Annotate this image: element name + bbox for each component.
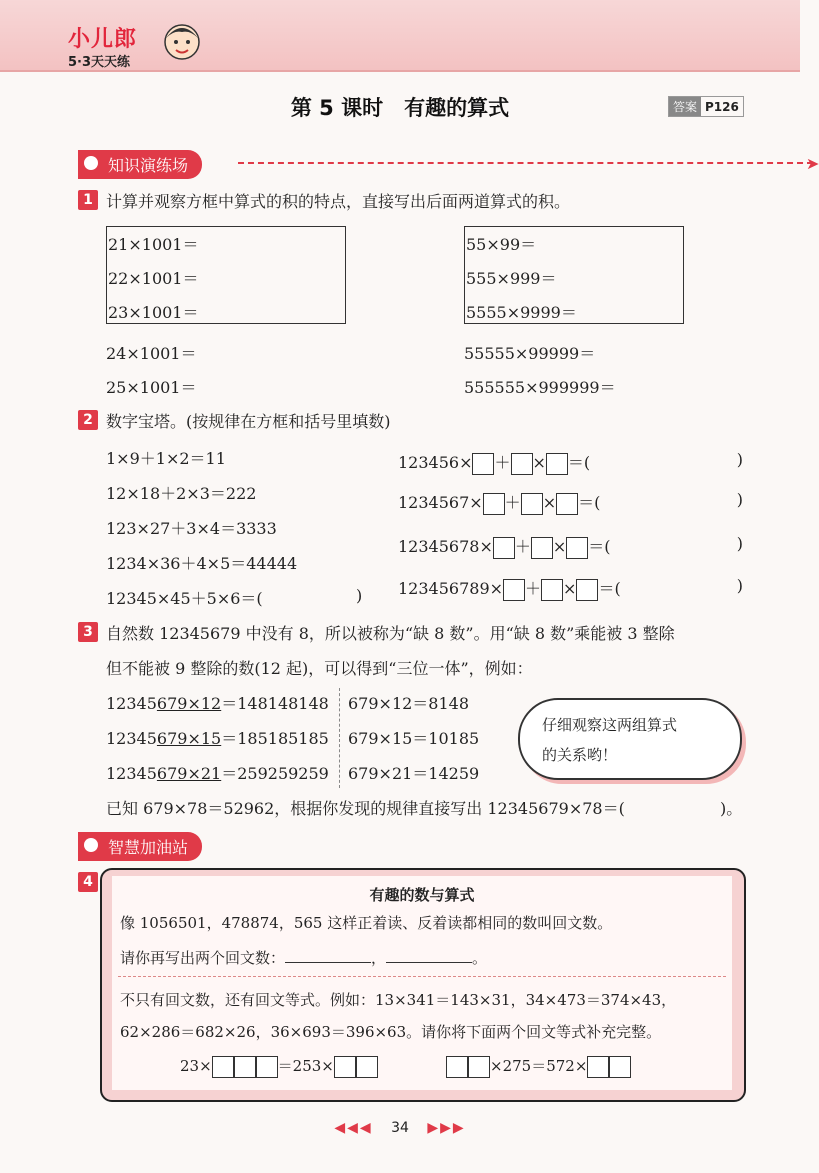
underlined-part: 679×15 xyxy=(156,729,222,748)
answer-box[interactable] xyxy=(334,1056,356,1078)
times: × xyxy=(532,453,546,472)
question-text: 计算并观察方框中算式的积的特点，直接写出后面两道算式的积。 xyxy=(106,192,571,211)
answer-box[interactable] xyxy=(468,1056,490,1078)
example-line xyxy=(106,726,329,749)
answer-box[interactable] xyxy=(472,453,494,475)
pyramid-row xyxy=(398,450,743,475)
divider xyxy=(339,688,340,788)
pyramid-row xyxy=(398,534,743,559)
section-title: 智慧加油站 xyxy=(78,832,202,861)
equation: 55×99＝ xyxy=(466,235,537,254)
bubble-line: 的关系哟！ xyxy=(542,746,618,764)
mascot-icon xyxy=(160,20,204,66)
answer-box[interactable] xyxy=(483,493,505,515)
prefix: 123456789× xyxy=(398,579,504,598)
equation: 21×1001＝ xyxy=(108,235,199,254)
pyramid-row xyxy=(398,576,743,601)
plus: ＋ xyxy=(504,493,521,512)
equals: ＝( xyxy=(578,493,601,512)
prefix: 123456× xyxy=(398,453,473,472)
result: ＝259259259 xyxy=(221,764,329,783)
answer-box[interactable] xyxy=(576,579,598,601)
plus: ＋ xyxy=(514,537,531,556)
pyramid-line: 12×18＋2×3＝222 xyxy=(106,484,257,503)
question-text: 自然数 12345679 中没有 8，所以被称为“缺 8 数”。用“缺 8 数”乘能被 3 整除 xyxy=(106,624,675,643)
middle: ＝253× xyxy=(277,1057,334,1075)
answer-box[interactable] xyxy=(493,537,515,559)
plus: ＋ xyxy=(525,579,542,598)
times: × xyxy=(552,537,567,556)
underlined-part: 679×21 xyxy=(156,764,222,783)
answer-reference xyxy=(668,96,744,117)
page-title: 第 5 课时 有趣的算式 xyxy=(290,96,510,120)
question-text: 已知 679×78＝52962，根据你发现的规律直接写出 12345679×78＝( xyxy=(106,799,625,818)
plus: ＋ xyxy=(494,453,511,472)
answer-box[interactable] xyxy=(521,493,543,515)
brand-logo xyxy=(68,22,137,70)
prefix: 12345 xyxy=(106,764,157,783)
underlined-part: 679×12 xyxy=(156,694,222,713)
dashed-divider xyxy=(238,162,813,164)
example-line xyxy=(106,691,329,714)
bubble-line: 仔细观察这两组算式 xyxy=(542,716,678,734)
period: 。 xyxy=(472,949,488,967)
equation: 25×1001＝ xyxy=(106,378,197,397)
close-paren: ) xyxy=(736,534,743,553)
equals: ＝( xyxy=(588,537,611,556)
answer-label: 答案 xyxy=(669,97,701,116)
prefix: 12345678× xyxy=(398,537,493,556)
brand-name: 小儿郎 xyxy=(68,27,138,52)
answer-box[interactable] xyxy=(546,453,568,475)
prefix: 12345 xyxy=(106,729,157,748)
example-line xyxy=(106,761,329,784)
blank-2[interactable] xyxy=(386,962,472,963)
pyramid-row xyxy=(398,490,743,515)
question-number: 1 xyxy=(78,190,98,210)
answer-box[interactable] xyxy=(212,1056,234,1078)
times: × xyxy=(563,579,577,598)
equation: 55555×99999＝ xyxy=(464,344,596,363)
example-line: 679×12＝8148 xyxy=(348,694,470,713)
answer-box[interactable] xyxy=(503,579,525,601)
close-paren: ) xyxy=(736,576,743,595)
example-line: 679×15＝10185 xyxy=(348,729,480,748)
answer-box[interactable] xyxy=(256,1056,278,1078)
answer-box[interactable] xyxy=(531,537,553,559)
equation: 5555×9999＝ xyxy=(466,303,577,322)
answer-box[interactable] xyxy=(234,1056,256,1078)
palindrome-equation-1 xyxy=(180,1055,378,1078)
times: × xyxy=(542,493,557,512)
middle: ×275＝572× xyxy=(490,1057,588,1075)
equation: 24×1001＝ xyxy=(106,344,197,363)
result: ＝148148148 xyxy=(221,694,329,713)
example-line: 679×21＝14259 xyxy=(348,764,480,783)
panel-text: 62×286＝682×26，36×693＝396×63。请你将下面两个回文等式补充完整。 xyxy=(120,1023,662,1041)
section-header-wisdom xyxy=(78,832,328,858)
section-header-knowledge xyxy=(78,150,819,176)
equals: ＝( xyxy=(598,579,621,598)
question-text: 数字宝塔。(按规律在方框和括号里填数) xyxy=(106,412,391,431)
question-number: 3 xyxy=(78,622,98,642)
answer-box[interactable] xyxy=(541,579,563,601)
next-arrows-icon: ▶▶▶ xyxy=(427,1120,466,1136)
answer-page: P126 xyxy=(705,100,739,114)
equals: ＝( xyxy=(567,453,591,472)
answer-box[interactable] xyxy=(566,537,588,559)
prefix: 23× xyxy=(180,1057,212,1075)
palindrome-equation-2 xyxy=(446,1055,631,1078)
question-text: )。 xyxy=(720,799,743,818)
panel-title: 有趣的数与算式 xyxy=(369,886,475,904)
answer-box[interactable] xyxy=(356,1056,378,1078)
panel-text: 不只有回文数，还有回文等式。例如：13×341＝143×31，34×473＝374×43， xyxy=(120,991,677,1009)
comma: ， xyxy=(371,949,387,967)
close-paren: ) xyxy=(736,450,743,469)
answer-box[interactable] xyxy=(587,1056,609,1078)
answer-box[interactable] xyxy=(511,453,533,475)
question-text: 但不能被 9 整除的数(12 起)，可以得到“三位一体”，例如： xyxy=(106,659,533,678)
answer-box[interactable] xyxy=(609,1056,631,1078)
pyramid-line: 12345×45＋5×6＝( xyxy=(106,589,263,608)
prefix: 1234567× xyxy=(398,493,483,512)
arrow-icon: ➤ xyxy=(806,154,819,173)
page-footer xyxy=(0,1120,800,1136)
question-number: 4 xyxy=(78,872,98,892)
prev-arrows-icon: ◀◀◀ xyxy=(334,1120,373,1136)
pyramid-line: 1×9＋1×2＝11 xyxy=(106,449,226,468)
close-paren: ) xyxy=(736,490,743,509)
equation: 555×999＝ xyxy=(466,269,557,288)
page-number: 34 xyxy=(391,1120,409,1136)
pyramid-line: 1234×36＋4×5＝44444 xyxy=(106,554,298,573)
dashed-divider xyxy=(118,976,726,977)
answer-box[interactable] xyxy=(556,493,578,515)
blank-1[interactable] xyxy=(285,962,371,963)
question-number: 2 xyxy=(78,410,98,430)
equation: 23×1001＝ xyxy=(108,303,199,322)
panel-text: 像 1056501，478874，565 这样正着读、反着读都相同的数叫回文数。 xyxy=(120,914,613,932)
prompt: 请你再写出两个回文数： xyxy=(120,949,286,967)
brand-subtitle: 5·3天天练 xyxy=(68,55,131,70)
result: ＝185185185 xyxy=(221,729,329,748)
speech-bubble xyxy=(518,698,742,780)
equation: 22×1001＝ xyxy=(108,269,199,288)
answer-box[interactable] xyxy=(446,1056,468,1078)
panel-text xyxy=(120,947,487,968)
equation: 555555×999999＝ xyxy=(464,378,616,397)
prefix: 12345 xyxy=(106,694,157,713)
section-title: 知识演练场 xyxy=(78,150,202,179)
close-paren: ) xyxy=(356,586,363,605)
pyramid-line: 123×27＋3×4＝3333 xyxy=(106,519,277,538)
